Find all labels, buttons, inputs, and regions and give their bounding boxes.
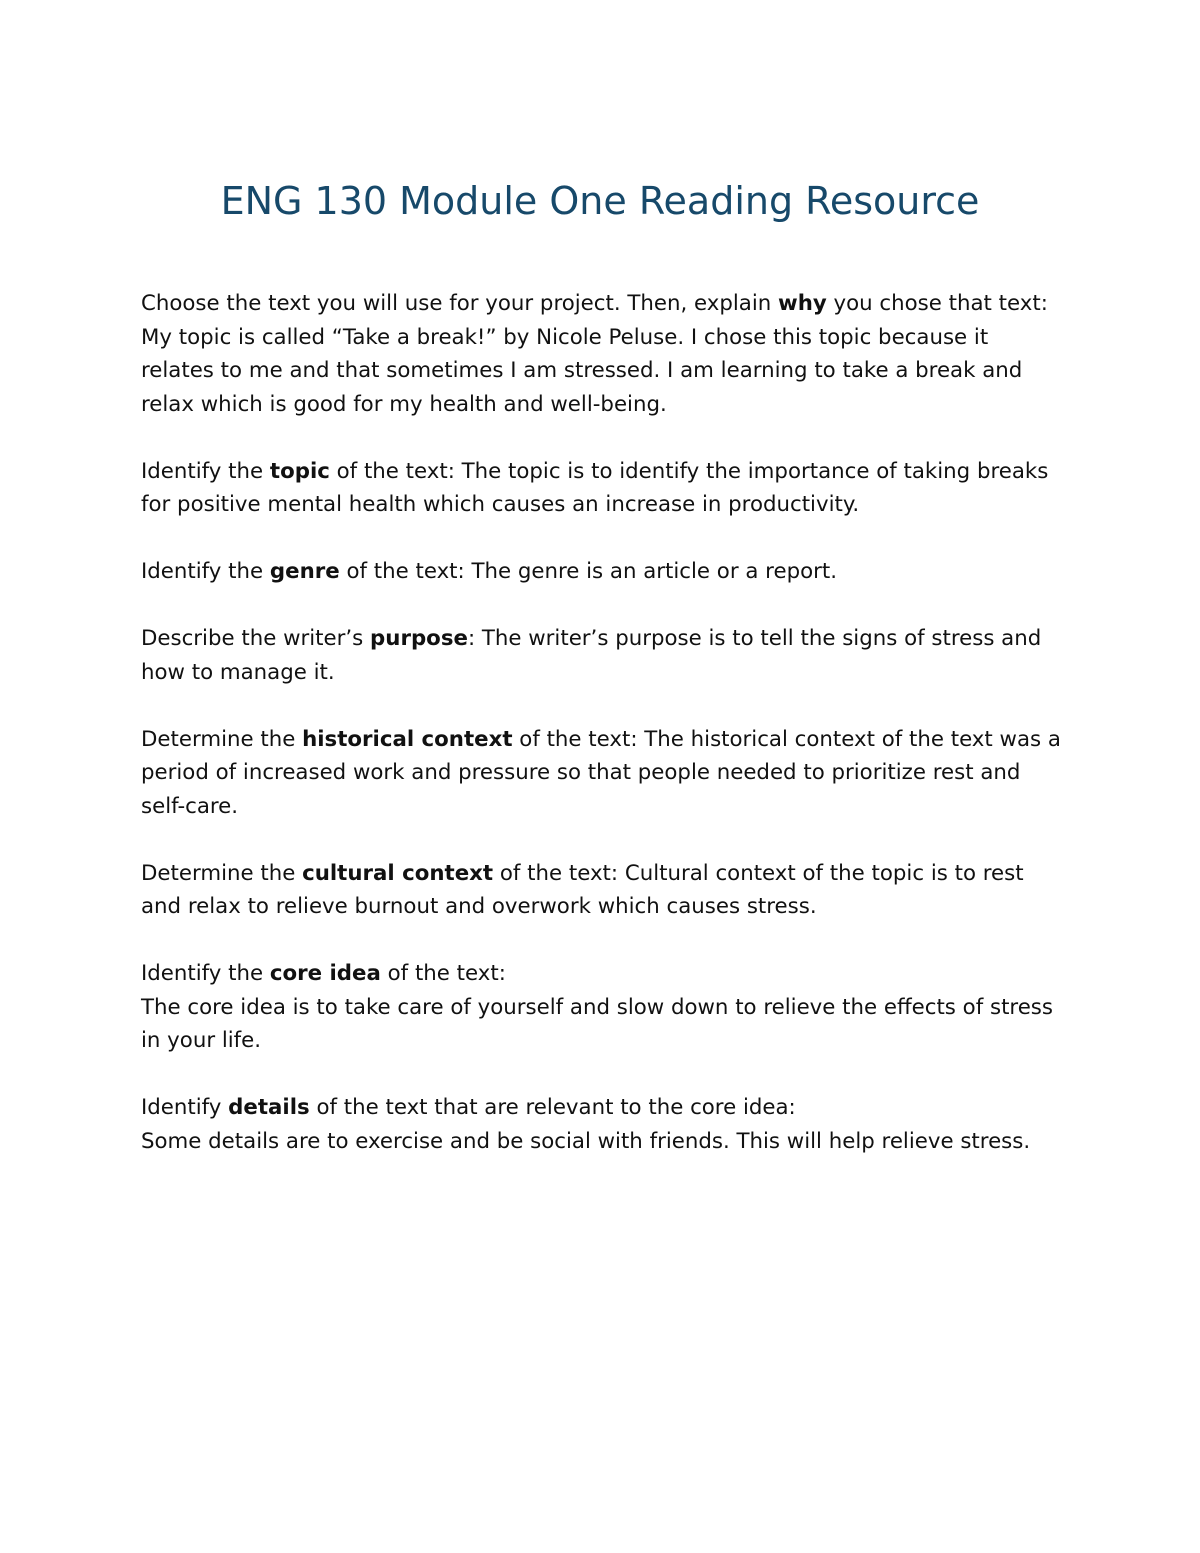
answer-text: Some details are to exercise and be social with friends. This will help relieve stress. — [141, 1128, 1031, 1154]
question-core-idea — [141, 957, 1066, 1058]
prompt-text: Choose the text you will use for your project. Then, explain why you chose that text: — [141, 291, 1048, 316]
question-historical-context: Determine the historical context of the text: The historical context of the text was a period of increased work and pressure so that people needed to prioritize rest and self-care. — [141, 726, 1061, 819]
prompt-text: Identify details of the text that are relevant to the core idea: — [141, 1095, 796, 1120]
question-topic: Identify the topic of the text: The topic is to identify the importance of taking breaks for positive mental health which causes an increase in productivity. — [141, 458, 1049, 517]
answer-text: The core idea is to take care of yourself and slow down to relieve the effects of stress in your life. — [141, 994, 1054, 1053]
question-cultural-context: Determine the cultural context of the text: Cultural context of the topic is to rest and relax to relieve burnout and overwork which causes stress. — [141, 860, 1024, 919]
document-body — [141, 287, 1066, 1192]
document-title: ENG 130 Module One Reading Resource — [220, 179, 980, 223]
question-text-choice — [141, 287, 1066, 421]
question-purpose: Describe the writer’s purpose: The writer’s purpose is to tell the signs of stress and how to manage it. — [141, 626, 1042, 685]
answer-text: My topic is called “Take a break!” by Nicole Peluse. I chose this topic because it relates to me and that sometimes I am stressed. I am learning to take a break and relax which is good for my health and well-being. — [141, 324, 1023, 417]
question-details — [141, 1091, 1066, 1158]
prompt-text: Identify the core idea of the text: — [141, 961, 506, 986]
question-genre: Identify the genre of the text: The genre is an article or a report. — [141, 559, 837, 584]
